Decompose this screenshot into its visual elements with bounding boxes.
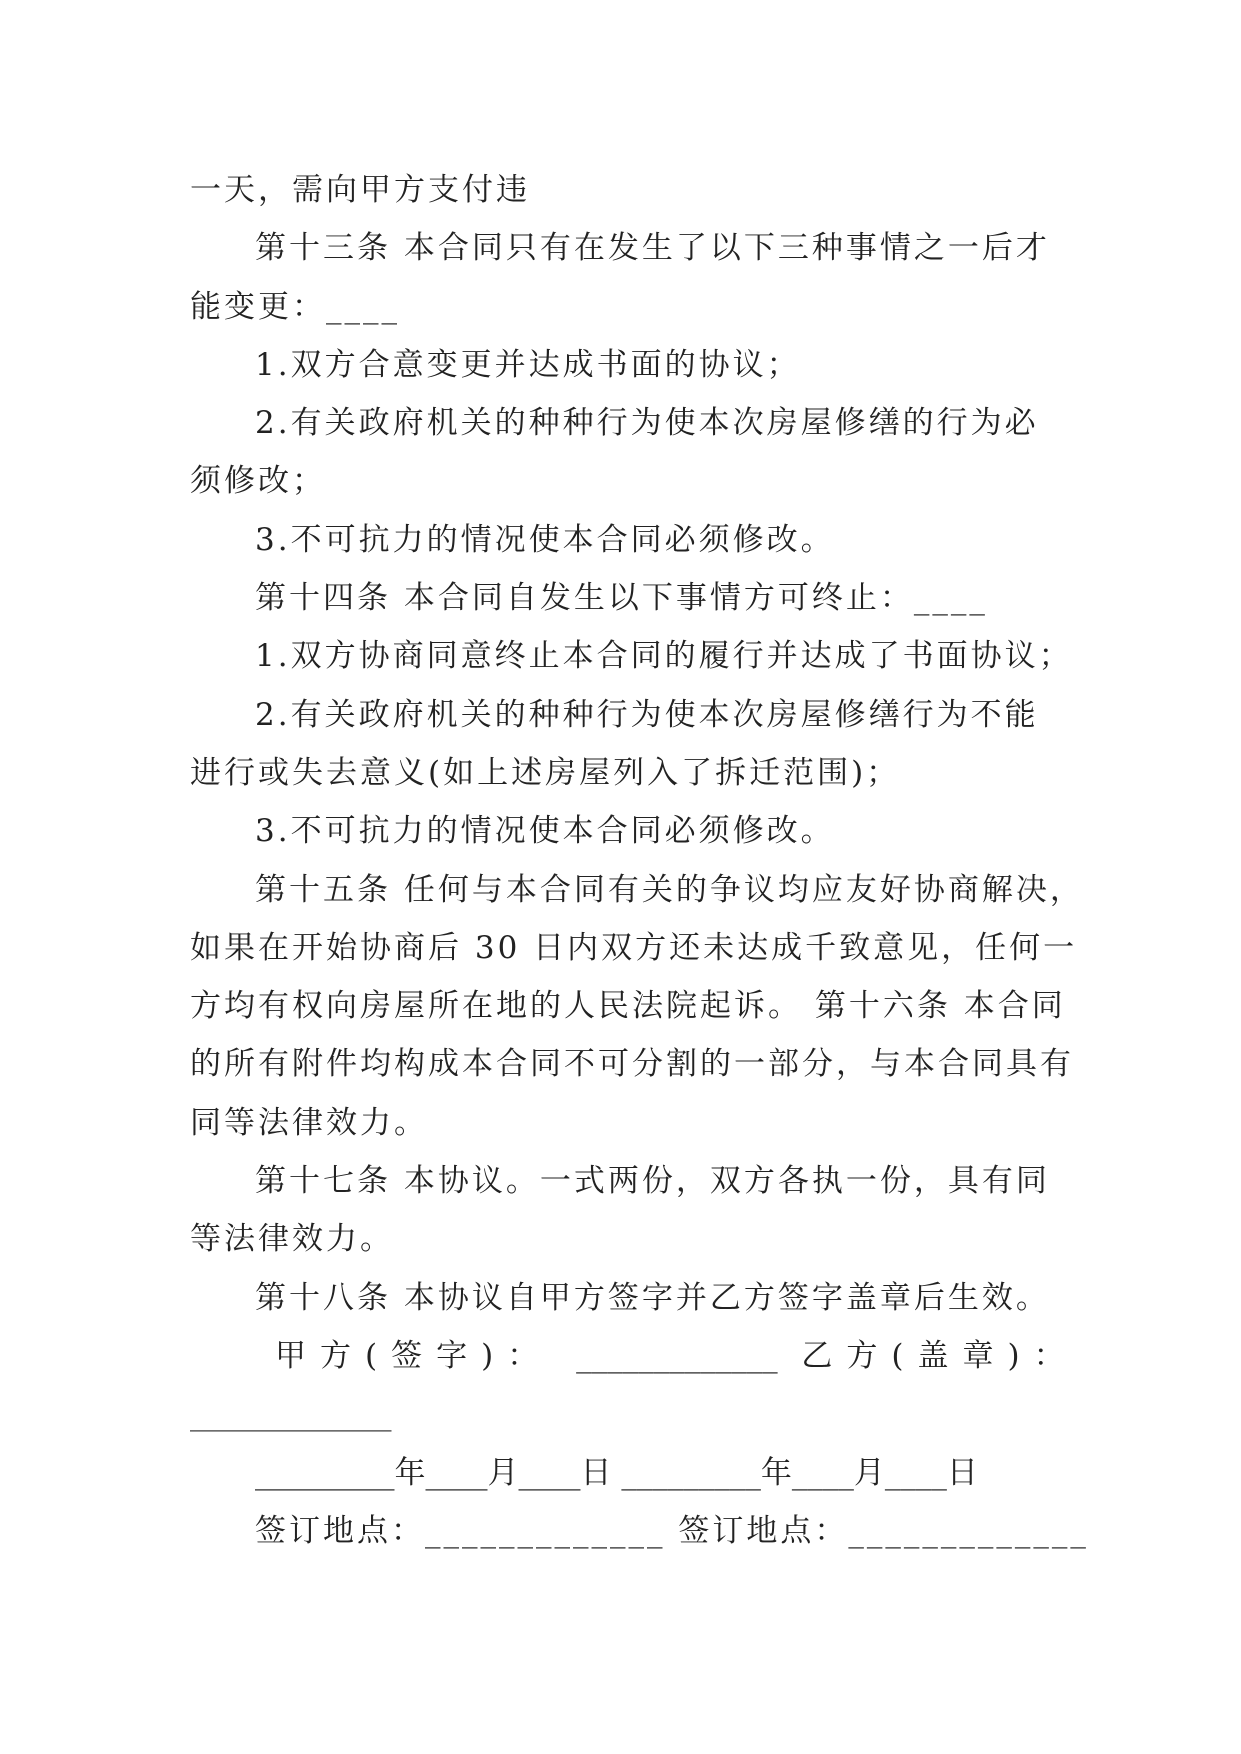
party-a-signature-blank: _____________ xyxy=(576,1337,778,1374)
list-item: 3.不可抗力的情况使本合同必须修改。 xyxy=(255,521,835,558)
signing-place-line: 签订地点：_____________ 签订地点：_____________ xyxy=(255,1512,1089,1549)
list-item: 1.双方合意变更并达成书面的协议； xyxy=(255,346,801,383)
party-b-signature-blank: _____________ xyxy=(190,1396,392,1433)
text-line: 能变更：____ xyxy=(190,288,400,325)
article-17-heading: 第十七条 本协议。一式两份，双方各执一份，具有同 xyxy=(255,1163,1050,1200)
list-item: 3.不可抗力的情况使本合同必须修改。 xyxy=(255,813,835,850)
party-b-label: 乙方(盖章)： xyxy=(801,1337,1079,1374)
text-line: 方均有权向房屋所在地的人民法院起诉。 第十六条 本合同 xyxy=(190,988,1066,1025)
text-line: 进行或失去意义(如上述房屋列入了拆迁范围)； xyxy=(190,754,901,791)
article-13-heading: 第十三条 本合同只有在发生了以下三种事情之一后才 xyxy=(255,230,1050,267)
date-line: _________年____月____日 _________年____月____日 xyxy=(255,1454,978,1491)
text-line: 如果在开始协商后 30 日内双方还未达成千致意见，任何一 xyxy=(190,929,1078,966)
text-line: 一天，需向甲方支付违 xyxy=(190,172,530,208)
text-line: 等法律效力。 xyxy=(190,1221,394,1258)
list-item: 2.有关政府机关的种种行为使本次房屋修缮的行为必 xyxy=(255,405,1039,442)
article-14-heading: 第十四条 本合同自发生以下事情方可终止：____ xyxy=(255,580,988,617)
party-a-label: 甲方(签字)： xyxy=(275,1337,553,1374)
article-18-heading: 第十八条 本协议自甲方签字并乙方签字盖章后生效。 xyxy=(255,1279,1050,1316)
list-item: 1.双方协商同意终止本合同的履行并达成了书面协议； xyxy=(255,638,1073,675)
list-item: 2.有关政府机关的种种行为使本次房屋修缮行为不能 xyxy=(255,696,1039,733)
article-15-heading: 第十五条 任何与本合同有关的争议均应友好协商解决， xyxy=(255,871,1084,908)
text-line: 同等法律效力。 xyxy=(190,1104,428,1141)
signature-row xyxy=(190,1327,1079,1385)
text-line: 须修改； xyxy=(190,463,326,500)
text-line: 的所有附件均构成本合同不可分割的一部分，与本合同具有 xyxy=(190,1046,1074,1083)
contract-text xyxy=(190,161,1089,1560)
